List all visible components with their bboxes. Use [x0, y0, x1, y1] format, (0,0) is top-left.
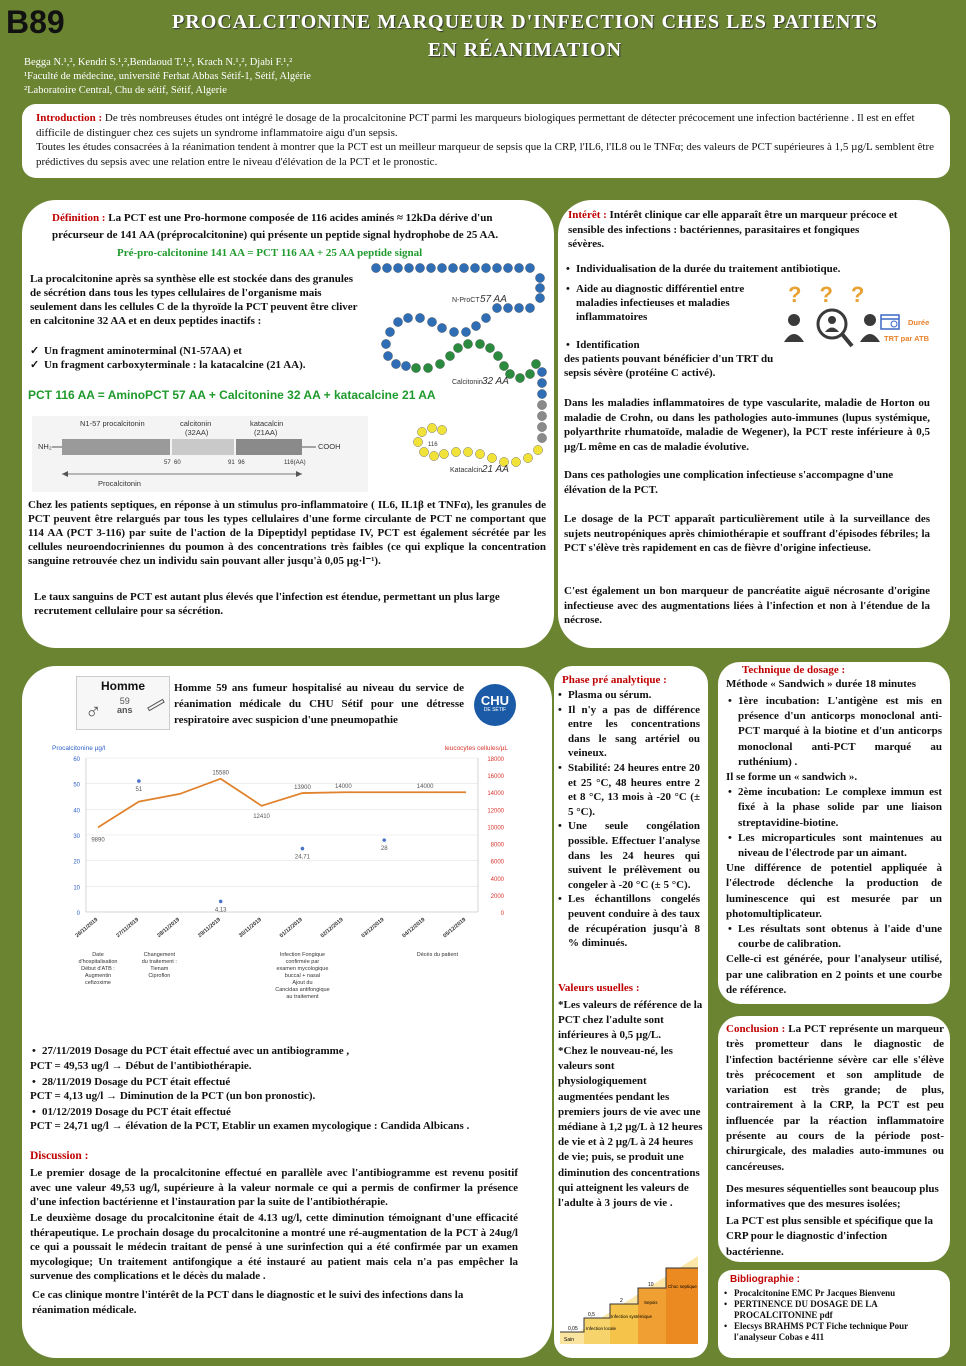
seq-nh2: NH₂ — [38, 442, 52, 451]
chain-bead — [427, 423, 436, 432]
chain-bead — [492, 263, 501, 272]
introduction-panel — [22, 104, 950, 178]
tech-b3b: Une différence de potentiel appliquée à l'électrode déclenche la production de luminescence qui est mesurée par un photomultiplicateur. — [726, 862, 942, 920]
pct-data-label: 4,13 — [214, 907, 227, 914]
chain-bead — [439, 449, 448, 458]
prepro-text: Pré-pro-calcitonine 141 AA = PCT 116 AA + 25 AA peptide signal — [117, 247, 423, 259]
pct-point — [301, 847, 305, 851]
pre-b3: • Stabilité: 24 heures entre 20 et 25 °C, 48 heures entre 2 et 8 °C, 13 mois à -20 °C (± 5 °C). — [556, 761, 700, 819]
chain-bead — [514, 303, 523, 312]
event-annotation: Changement — [143, 952, 176, 958]
y-tick-label: 30 — [73, 834, 80, 840]
arrow-right-icon: → — [111, 1120, 123, 1132]
interet-list — [564, 262, 841, 276]
pct-staircase-diagram — [558, 1248, 702, 1348]
y2-tick-label: 16000 — [487, 774, 504, 781]
conclusion-label: Conclusion : — [726, 1023, 786, 1035]
y2-tick-label: 10000 — [487, 825, 504, 832]
event-annotation: Cancidas antifongique — [275, 987, 330, 993]
y-tick-label: 40 — [73, 808, 80, 815]
interet-panel — [558, 200, 950, 648]
peptide-2: ✓ Un fragment carboxyterminale : la katacalcine (21 AA). — [30, 358, 370, 372]
technique-method: Méthode « Sandwich » durée 18 minutes — [726, 678, 917, 690]
leucocytes-data-label: 12410 — [253, 813, 270, 820]
biblio-3: • Elecsys BRAHMS PCT Fiche technique Pour l'analyseur Cobas e 411 — [722, 1321, 946, 1343]
question-marks-icon: ??? — [788, 282, 883, 307]
pct-point — [219, 900, 223, 904]
stair-left: Sain — [564, 1337, 575, 1343]
stair-v1: 0,5 — [588, 1312, 595, 1318]
event-annotation: examen mycologique — [276, 966, 329, 972]
pre-b5: • Les échantillons congelés peuvent conduire à des taux de récupération jusqu'à 8 % diminués. — [556, 892, 700, 950]
y2-tick-label: 18000 — [487, 757, 504, 763]
chain-bead — [437, 425, 446, 434]
pre-list — [556, 688, 700, 951]
stair-t3: Sepsis — [644, 1300, 658, 1305]
event-annotation: Date — [92, 952, 104, 958]
chain-bead — [445, 351, 454, 360]
chain-bead — [391, 359, 400, 368]
leucocytes-data-label: 14000 — [334, 784, 352, 791]
x-tick-label: 03/12/2019 — [360, 916, 386, 940]
seq-cooh: COOH — [318, 442, 341, 451]
chain-bead — [511, 457, 520, 466]
definition-panel — [22, 200, 554, 648]
dosage-1-result: PCT = 49,53 ug/l → Début de l'antibiothérapie. — [30, 1060, 252, 1072]
tech-b2: • 2ème incubation: Le complexe immun est fixé à la phase solide par une liaison streptavidine-biotine. — [726, 785, 942, 831]
chain-bead — [537, 400, 546, 409]
chain-label-116: 116 — [428, 442, 438, 448]
pct-formula: PCT 116 AA = AminoPCT 57 AA + Calcitonine 32 AA + katacalcine 21 AA — [28, 388, 436, 402]
x-tick-label: 27/11/2019 — [115, 916, 141, 940]
chain-bead — [429, 451, 438, 460]
chain-bead — [471, 321, 480, 330]
chain-bead — [537, 389, 546, 398]
y2-tick-label: 12000 — [487, 808, 504, 815]
stair-t4: Choc septique — [668, 1284, 697, 1289]
tech-b4b: Celle-ci est générée, pour l'analyseur utilisé, par une calibration en 2 points et une courbe de référence. — [726, 953, 942, 996]
x-tick-label: 01/12/2019 — [278, 916, 304, 940]
chain-bead — [537, 367, 546, 376]
pct-data-label: 28 — [380, 846, 388, 853]
pct-chain-diagram — [370, 260, 554, 482]
chain-bead — [401, 361, 410, 370]
seq-n116: 116(AA) — [284, 460, 306, 466]
bibliography-panel — [718, 1270, 950, 1358]
seq-n91: 91 — [228, 460, 235, 466]
people-search-icon — [782, 306, 882, 354]
seq-label-n157: N1-57 procalcitonin — [80, 419, 145, 428]
interet-p3: Le dosage de la PCT apparaît particulièrement utile à la surveillance des sujets neutropéniques après chimiothérapie et souffrant d'épisodes fébriles; la PCT s'élève très rapidement en cas de fièvre d'origine infectieuse. — [564, 513, 930, 554]
sequence-diagram — [32, 416, 368, 492]
leucocytes-data-label: 13900 — [294, 785, 311, 792]
title-line2: EN RÉANIMATION — [427, 39, 623, 61]
discussion-2: Le deuxième dosage du procalcitonine était de 4.13 ug/l, cette diminution témoignant d'une efficacité thérapeutique. Le prochain dosage du procalcitonine a montré une ré-augmentation de la PCT à 24ug/l ce qui a poussait le médecin traitant de pensé à une surinfection qui a été confirmée par un examen mycologique; Un traitement antifongique a été instauré au patient mais cela n'a pas empêcher la survenue des complications et le décès du malade . — [30, 1212, 518, 1282]
intro-label: Introduction : — [36, 112, 103, 124]
y2-tick-label: 2000 — [490, 893, 504, 900]
interet-p2: Dans ces pathologies une complication infectieuse s'accompagne d'une élévation de la PCT. — [564, 469, 894, 496]
male-icon: ♂ — [85, 699, 102, 724]
tech-b3: • Les microparticules sont maintenues au niveau de l'électrode par un aimant. — [726, 831, 942, 861]
biblio-1: • Procalcitonine EMC Pr Jacques Bienvenu — [722, 1288, 946, 1299]
chain-bead — [499, 361, 508, 370]
chain-bead — [531, 359, 540, 368]
poster-code: B89 — [6, 4, 65, 40]
biblio-label: Bibliographie : — [730, 1274, 800, 1285]
y-tick-label: 50 — [73, 782, 80, 789]
interet-b1: • Individualisation de la durée du traitement antibiotique. — [564, 262, 894, 276]
author-list: Begga N.¹,², Kendri S.¹,²,Bendaoud T.¹,², Krach N.¹,², Djabi F.¹,² — [24, 57, 293, 68]
chain-label-calc-aa: 32 AA — [482, 376, 509, 387]
interet-p1: Dans les maladies inflammatoires de type vascularite, maladie de Horton ou maladie de Crohn, ou dans les pathologies auto-immunes (lupus systémique, polyarthrite rhumatoïde, maladie de Wegener), la PCT reste inférieure à 0,5 µg/L même en cas de maladie évolutive. — [564, 397, 930, 453]
chain-bead — [535, 293, 544, 302]
peptides-list — [30, 344, 370, 372]
x-tick-label: 28/11/2019 — [156, 916, 182, 940]
dosage-2-result: PCT = 4,13 ug/l → Diminution de la PCT (un bon pronostic). — [30, 1090, 316, 1102]
dosage-list — [30, 1044, 530, 1059]
chain-bead — [451, 447, 460, 456]
x-tick-label: 02/12/2019 — [319, 916, 345, 940]
seq-bar-calc — [172, 439, 234, 455]
technique-panel — [718, 662, 950, 1004]
chain-bead — [423, 363, 432, 372]
taux-text: Le taux sanguins de PCT est autant plus élevés que l'infection est étendue, permettant un plus large recrutement cellulaire pour sa sécrétion. — [34, 591, 500, 617]
chain-bead — [463, 447, 472, 456]
dosage-3: • 01/12/2019 Dosage du PCT était effectué — [30, 1105, 530, 1120]
chain-bead — [463, 339, 472, 348]
event-annotation: Tienam — [150, 966, 169, 972]
chain-bead — [385, 327, 394, 336]
chain-bead — [481, 263, 490, 272]
chain-bead — [419, 447, 428, 456]
chain-bead — [537, 378, 546, 387]
chain-bead — [371, 263, 380, 272]
chain-bead — [417, 427, 426, 436]
leucocytes-data-label: 9890 — [91, 837, 105, 844]
chain-bead — [525, 303, 534, 312]
biblio-list — [722, 1288, 946, 1343]
leucocytes-data-label: 14000 — [416, 784, 434, 791]
chain-bead — [383, 351, 392, 360]
discussion-3: Ce cas clinique montre l'intérêt de la PCT dans le diagnostic et le suivi des infections dans la réanimation médicale. — [32, 1289, 464, 1316]
intro-text-1: De très nombreuses études ont intégré le dosage de la procalcitonine PCT parmi les marqueurs biologiques permettant de détecter précocement une infection bactérienne . Il est en effet difficile de distinguer chez ces sujets un syndrome inflammatoire aigu d'un sepsis. — [36, 112, 915, 139]
chain-bead — [533, 445, 542, 454]
conclusion-panel — [718, 1016, 950, 1262]
synthesis-text: La procalcitonine après sa synthèse elle est stockée dans des granules de sécrétion dans tous les types cellulaires de l'organisme mais seulement dans les cellules C de la thyroïde la PCT peuvent être cliver en calcitonine 32 AA et en deux peptides inactifs : — [30, 273, 358, 327]
event-annotation: Début d'ATB : — [81, 966, 115, 972]
y2-tick-label: 0 — [500, 911, 504, 917]
chain-bead — [413, 437, 422, 446]
seq-n60: 60 — [174, 460, 181, 466]
biblio-2: • PERTINENCE DU DOSAGE DE LA PROCALCITONINE pdf — [722, 1299, 946, 1321]
chain-bead — [470, 263, 479, 272]
y2-tick-label: 14000 — [487, 791, 504, 798]
x-tick-label: 29/11/2019 — [197, 916, 222, 940]
seq-label-kata-aa: (21AA) — [254, 428, 278, 437]
seq-bar-n157 — [62, 439, 170, 455]
septic-text: Chez les patients septiques, en réponse à un stimulus pro-inflammatoire ( IL6, IL1β et TNFα), les granules de PCT peuvent être relargués par tous les types cellulaires d'une forme circulante de PCT ne comportant que 114 AA (PCT 3-116) par suite de l'action de la Dipeptidyl peptidase IV, PCT est également sécrétée par les cellules neuroendocriniennes du poumon à des concentrations très faibles (ce qui explique la concentration sanguine retrouvée chez un individu sain pouvant aller jusqu'à 0,05 µg·l⁻¹). — [28, 499, 546, 567]
chain-bead — [393, 263, 402, 272]
chain-bead — [461, 327, 470, 336]
pct-leucocytes-chart — [32, 744, 540, 1034]
case-panel — [22, 666, 552, 1358]
y-tick-label: 60 — [73, 757, 80, 763]
seq-bar-kata — [236, 439, 302, 455]
event-annotation: au traitement — [286, 994, 319, 1000]
stair-t1: Infection locale — [586, 1326, 617, 1331]
y2-tick-label: 4000 — [490, 876, 504, 883]
x-tick-label: 05/12/2019 — [442, 916, 468, 940]
valeurs-label: Valeurs usuelles : — [558, 982, 640, 994]
tech-b1b: Il se forme un « sandwich ». — [726, 771, 858, 784]
chain-bead — [481, 313, 490, 322]
chain-bead — [411, 363, 420, 372]
prepro-formula — [117, 247, 547, 259]
arrow-right-icon: → — [106, 1090, 118, 1102]
y-tick-label: 0 — [76, 911, 80, 917]
chain-bead — [382, 263, 391, 272]
x-tick-label: 26/11/2019 — [74, 916, 100, 940]
chain-bead — [415, 263, 424, 272]
chain-bead — [537, 422, 546, 431]
dosage-2: • 28/11/2019 Dosage du PCT était effectué — [30, 1075, 530, 1090]
leucocytes-data-label: 15580 — [212, 770, 230, 777]
intro-text-2: Toutes les études consacrées à la réanimation tendent à montrer que la PCT est un meilleur marqueur de sepsis que la CRP, l'IL6, l'IL8 ou le TNFα; des valeurs de PCT supérieures à 1,5 µg/L semblent être prédictives du sepsis avec une relation entre le niveau d'élévation de la PCT et le pronostic. — [36, 141, 935, 168]
tech-b4: • Les résultats sont obtenus à l'aide d'une courbe de calibration. — [726, 922, 942, 952]
chain-bead — [503, 263, 512, 272]
seq-n96: 96 — [238, 460, 245, 466]
interet-b3a: • Identification — [564, 338, 784, 352]
pct-data-label: 24,71 — [294, 854, 310, 861]
chain-bead — [435, 359, 444, 368]
technique-label: Technique de dosage : — [742, 664, 846, 676]
chain-bead — [485, 343, 494, 352]
y2-tick-label: 8000 — [490, 842, 504, 849]
chain-bead — [515, 373, 524, 382]
chain-label-kata-aa: 21 AA — [482, 464, 509, 475]
affiliation-2: ²Laboratoire Central, Chu de sétif, Sétif, Algerie — [24, 85, 227, 96]
chain-bead — [453, 343, 462, 352]
event-annotation: buccal + nasal — [284, 973, 321, 979]
chain-bead — [404, 263, 413, 272]
event-annotation: d'hospitalisation — [78, 959, 118, 965]
event-annotation: Ajout du — [292, 980, 313, 986]
title-line1: PROCALCITONINE MARQUEUR D'INFECTION CHES LES PATIENTS — [172, 11, 878, 33]
event-annotation: Décès du patient — [416, 952, 459, 958]
conclusion-text-2: Des mesures séquentielles sont beaucoup plus informatives que des mesures isolées; — [726, 1183, 939, 1211]
event-annotation: Augmentin — [84, 973, 112, 979]
y2-axis-label: leucocytes cellules/µL — [444, 745, 508, 752]
chain-bead — [514, 263, 523, 272]
conclusion-text-3: La PCT est plus sensible et spécifique que la CRP pour le diagnostic d'infection bactérienne. — [726, 1215, 933, 1258]
y-tick-label: 10 — [73, 885, 80, 892]
chain-label-kata: Katacalcin — [450, 467, 483, 474]
chain-bead — [437, 263, 446, 272]
event-annotation: du traitement : — [141, 959, 177, 965]
chain-bead — [537, 411, 546, 420]
patient-card — [76, 676, 170, 730]
patient-age-unit: ans — [117, 705, 133, 715]
seq-pro: Procalcitonin — [98, 479, 141, 488]
chain-bead — [403, 313, 412, 322]
interet-b2: • Aide au diagnostic différentiel entre maladies infectieuses et maladies inflammatoires — [564, 282, 764, 324]
seq-n57: 57 — [164, 460, 171, 466]
interet-text: Intérêt clinique car elle apparaît être un marqueur précoce et sensible des infections : bactériennes, parasitaires et fongiques sévères. — [568, 209, 898, 250]
dosage-1: • 27/11/2019 Dosage du PCT était effectué avec un antibiogramme , — [30, 1044, 530, 1059]
stair-v2: 2 — [620, 1298, 623, 1304]
pre-b2: • Il n'y a pas de différence entre les concentrations dans le sang artériel ou veineux. — [556, 703, 700, 761]
patient-age: 59 — [119, 696, 130, 706]
dosage-3-result: PCT = 24,71 ug/l → élévation de la PCT, Etablir un examen mycologique : Candida Albicans . — [30, 1120, 470, 1132]
tech-b1: • 1ère incubation: L'antigène est mis en présence d'un anticorps monoclonal anti-PCT marqué à la biotine et d'un anticorps monoclonal anti-PCT marqué au ruthénium) . — [726, 694, 942, 770]
chain-bead — [449, 327, 458, 336]
arrow-right-icon: → — [111, 1060, 123, 1072]
conclusion-text-1: Conclusion : La PCT représente un marqueur très prometteur dans le diagnostic de l'infection bactérienne sévère car elle s'élève très précocement et son amplitude de variation est très grande; de plus, contrairement à la CRP, la PCT est peu influencée par la réaction inflammatoire présente au cours de la période post-chirurgicale, des maladies auto-immunes ou cancéreuses. — [726, 1023, 944, 1173]
seq-label-calc: calcitonin — [180, 419, 212, 428]
y2-tick-label: 6000 — [490, 859, 504, 866]
definition-text — [52, 210, 544, 244]
chain-bead — [523, 453, 532, 462]
chain-bead — [437, 323, 446, 332]
pre-b1: • Plasma ou sérum. — [556, 688, 700, 703]
pct-data-label: 51 — [135, 787, 143, 794]
chain-label-npct-aa: 57 AA — [480, 294, 507, 305]
definition-body: La PCT est une Pro-hormone composée de 116 acides aminés ≈ 12kDa dérive d'un précurseur de 141 AA (préprocalcitonine) qui présente un peptide signal hydrophobe de 25 AA. — [52, 212, 499, 241]
chu-logo: CHU DE SÉTIF — [474, 684, 516, 726]
chain-bead — [525, 263, 534, 272]
calendar-icon — [880, 312, 900, 330]
chain-bead — [459, 263, 468, 272]
chain-bead — [525, 369, 534, 378]
seq-label-calc-aa: (32AA) — [185, 428, 209, 437]
trt-label: TRT par ATB — [884, 334, 929, 343]
y-axis-label: Procalcitonine µg/l — [52, 745, 106, 752]
chain-bead — [475, 339, 484, 348]
chain-bead — [475, 449, 484, 458]
patient-sex: Homme — [100, 679, 145, 693]
definition-label: Définition : — [52, 212, 106, 224]
cigarette-icon — [147, 699, 165, 711]
pre-b4: • Une seule congélation possible. Effectuer l'analyse dans les 24 heures qui suivent le prélèvement ou congeler à -20 °C (± 5 °C). — [556, 819, 700, 892]
interet-b3b: des patients pouvant bénéficier d'un TRT du sepsis sévère (protéine C activé). — [564, 353, 774, 379]
technique-steps — [726, 694, 942, 998]
event-annotation: cefizoxime — [85, 980, 111, 986]
pct-point — [137, 779, 141, 783]
stair-v3: 10 — [648, 1282, 654, 1288]
seq-label-kata: katacalcin — [250, 419, 284, 428]
valeurs-2: *Chez le nouveau-né, les valeurs sont physiologiquement augmentées pendant les premiers jours de vie avec une médiane à 1,2 µg/L à 12 heures de vie et à 2 µg/L à 24 heures de vie; puis, se produit une diminution des concentrations qui atteignent les valeurs de l'adulte à 3 jours de vie . — [558, 1045, 703, 1210]
interet-p4: C'est également un bon marqueur de pancréatite aiguë nécrosante d'origine infectieuse avec des augmentations liées à l'infection et non à l'étendue de la nécrose. — [564, 585, 930, 626]
case-description: Homme 59 ans fumeur hospitalisé au niveau du service de réanimation médicale du CHU Sétif pour une détresse respiratoire avec suspicion d'une pneumopathie — [174, 682, 464, 726]
pre-label: Phase pré analytique : — [562, 674, 667, 686]
chain-bead — [537, 433, 546, 442]
chain-label-calc: Calcitonin — [452, 379, 483, 386]
authors — [24, 56, 311, 98]
chain-bead — [448, 263, 457, 272]
chain-label-npct: N-ProCT — [452, 297, 480, 304]
event-annotation: Infection Fongique — [279, 952, 326, 958]
affiliation-1: ¹Faculté de médecine, université Ferhat Abbas Sétif-1, Sétif, Algérie — [24, 71, 311, 82]
chain-bead — [493, 351, 502, 360]
chain-bead — [535, 283, 544, 292]
chain-bead — [426, 263, 435, 272]
discussion-label: Discussion : — [30, 1150, 89, 1162]
chain-bead — [415, 313, 424, 322]
pre-analytique-panel — [554, 666, 708, 1358]
chain-bead — [487, 453, 496, 462]
pct-point — [382, 838, 386, 842]
x-tick-label: 30/11/2019 — [238, 916, 263, 940]
discussion-1: Le premier dosage de la procalcitonine effectué en parallèle avec l'antibiogramme est revenu positif avec une valeur 49,53 ug/l, supérieure à la valeur normale ce qui a permis de confirmer la présence d'une infection bactérienne et l'instauration par la suite de l'antibiothérapie. — [30, 1167, 518, 1208]
stair-left-v: 0,05 — [568, 1326, 578, 1332]
chain-bead — [393, 317, 402, 326]
chain-bead — [535, 273, 544, 282]
x-tick-label: 04/12/2019 — [401, 916, 427, 940]
y-tick-label: 20 — [73, 859, 80, 866]
chain-bead — [427, 317, 436, 326]
event-annotation: Ciproflon — [148, 973, 171, 979]
peptide-1: ✓ Un fragment aminoterminal (N1-57AA) et — [30, 344, 370, 358]
chain-bead — [381, 339, 390, 348]
stair-t2: Infection systémique — [611, 1314, 653, 1319]
event-annotation: confirmée par — [285, 959, 320, 965]
valeurs-1: *Les valeurs de référence de la PCT chez l'adulte sont inférieures à 0,5 µg/L. — [558, 999, 703, 1042]
duree-label: Durée — [908, 318, 930, 327]
interet-label: Intérêt : — [568, 209, 607, 221]
